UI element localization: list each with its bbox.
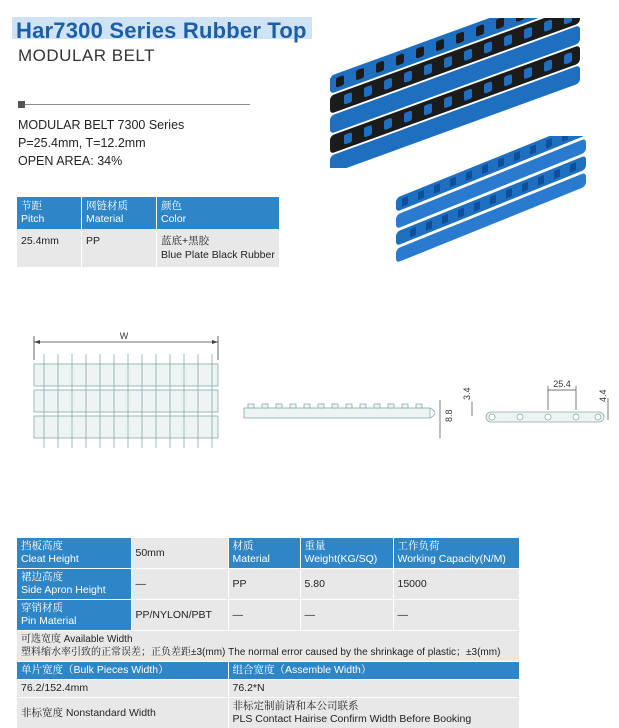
label-pin-material: 穿销材质 Pin Material bbox=[17, 600, 131, 631]
label-cleat-height: 挡板高度 Cleat Height bbox=[17, 538, 131, 569]
spec-line-series: MODULAR BELT 7300 Series bbox=[18, 116, 184, 134]
dim-top: 3.4 bbox=[462, 387, 472, 400]
detail-row-cleat bbox=[17, 538, 519, 569]
spec-table-header bbox=[17, 197, 279, 229]
value-pin-row-capacity: — bbox=[393, 600, 519, 631]
spec-table bbox=[17, 197, 279, 267]
value-pin-material: PP/NYLON/PBT bbox=[131, 600, 228, 631]
header-assemble-width: 组合宽度（Assemble Width） bbox=[228, 662, 519, 680]
header-bulk-width: 单片宽度（Bulk Pieces Width） bbox=[17, 662, 228, 680]
value-nonstandard-width: 非标定制前请和本公司联系 PLS Contact Hairise Confirm Width Before Booking bbox=[228, 698, 519, 728]
spec-lines bbox=[18, 116, 184, 170]
value-working-capacity: 15000 bbox=[393, 569, 519, 600]
belt-side-view-drawing bbox=[240, 372, 615, 442]
dim-side: 4.4 bbox=[598, 389, 608, 402]
detail-row-width-values bbox=[17, 680, 519, 698]
value-pin-row-weight: — bbox=[300, 600, 393, 631]
spec-line-open-area: OPEN AREA: 34% bbox=[18, 152, 184, 170]
label-nonstandard-width: 非标宽度 Nonstandard Width bbox=[17, 698, 228, 728]
value-bulk-width: 76.2/152.4mm bbox=[17, 680, 228, 698]
belt-base-image bbox=[390, 136, 612, 266]
value-weight: 5.80 bbox=[300, 569, 393, 600]
dim-pitch: 25.4 bbox=[553, 379, 571, 389]
page-subtitle: MODULAR BELT bbox=[18, 46, 155, 66]
detail-row-apron bbox=[17, 569, 519, 600]
width-label: W bbox=[120, 331, 129, 341]
detail-row-available-width bbox=[17, 631, 519, 662]
value-material: PP bbox=[228, 569, 300, 600]
header-material: 材质 Material bbox=[228, 538, 300, 569]
cell-material: PP bbox=[82, 229, 157, 267]
available-width-note: 可选宽度 Available Width 塑料缩水率引致的正常误差；正负差距±3(mm) The normal error caused by the shrinkage of plastic；±3(mm) bbox=[17, 631, 519, 662]
spec-table-row bbox=[17, 229, 279, 267]
value-pin-row-material: — bbox=[228, 600, 300, 631]
page-title: Har7300 Series Rubber Top bbox=[16, 18, 307, 44]
belt-top-view-drawing bbox=[20, 330, 230, 470]
dim-thickness: 8.8 bbox=[444, 409, 454, 422]
label-side-apron-height: 裙边高度 Side Apron Height bbox=[17, 569, 131, 600]
divider-marker bbox=[18, 101, 25, 108]
detail-row-pin bbox=[17, 600, 519, 631]
divider-line bbox=[25, 104, 250, 105]
cell-color: 蓝底+黑胶 Blue Plate Black Rubber bbox=[157, 229, 280, 267]
header-color: 颜色 Color bbox=[157, 197, 280, 229]
spec-line-pitch: P=25.4mm, T=12.2mm bbox=[18, 134, 184, 152]
header-material: 网链材质 Material bbox=[82, 197, 157, 229]
cell-pitch: 25.4mm bbox=[17, 229, 82, 267]
header-working-capacity: 工作负荷 Working Capacity(N/M) bbox=[393, 538, 519, 569]
detail-row-width-headers bbox=[17, 662, 519, 680]
link-profile bbox=[486, 412, 604, 422]
value-side-apron-height: — bbox=[131, 569, 228, 600]
detail-row-nonstandard bbox=[17, 698, 519, 728]
header-pitch: 节距 Pitch bbox=[17, 197, 82, 229]
header-weight: 重量 Weight(KG/SQ) bbox=[300, 538, 393, 569]
value-cleat-height: 50mm bbox=[131, 538, 228, 569]
detail-table bbox=[17, 538, 519, 728]
value-assemble-width: 76.2*N bbox=[228, 680, 519, 698]
